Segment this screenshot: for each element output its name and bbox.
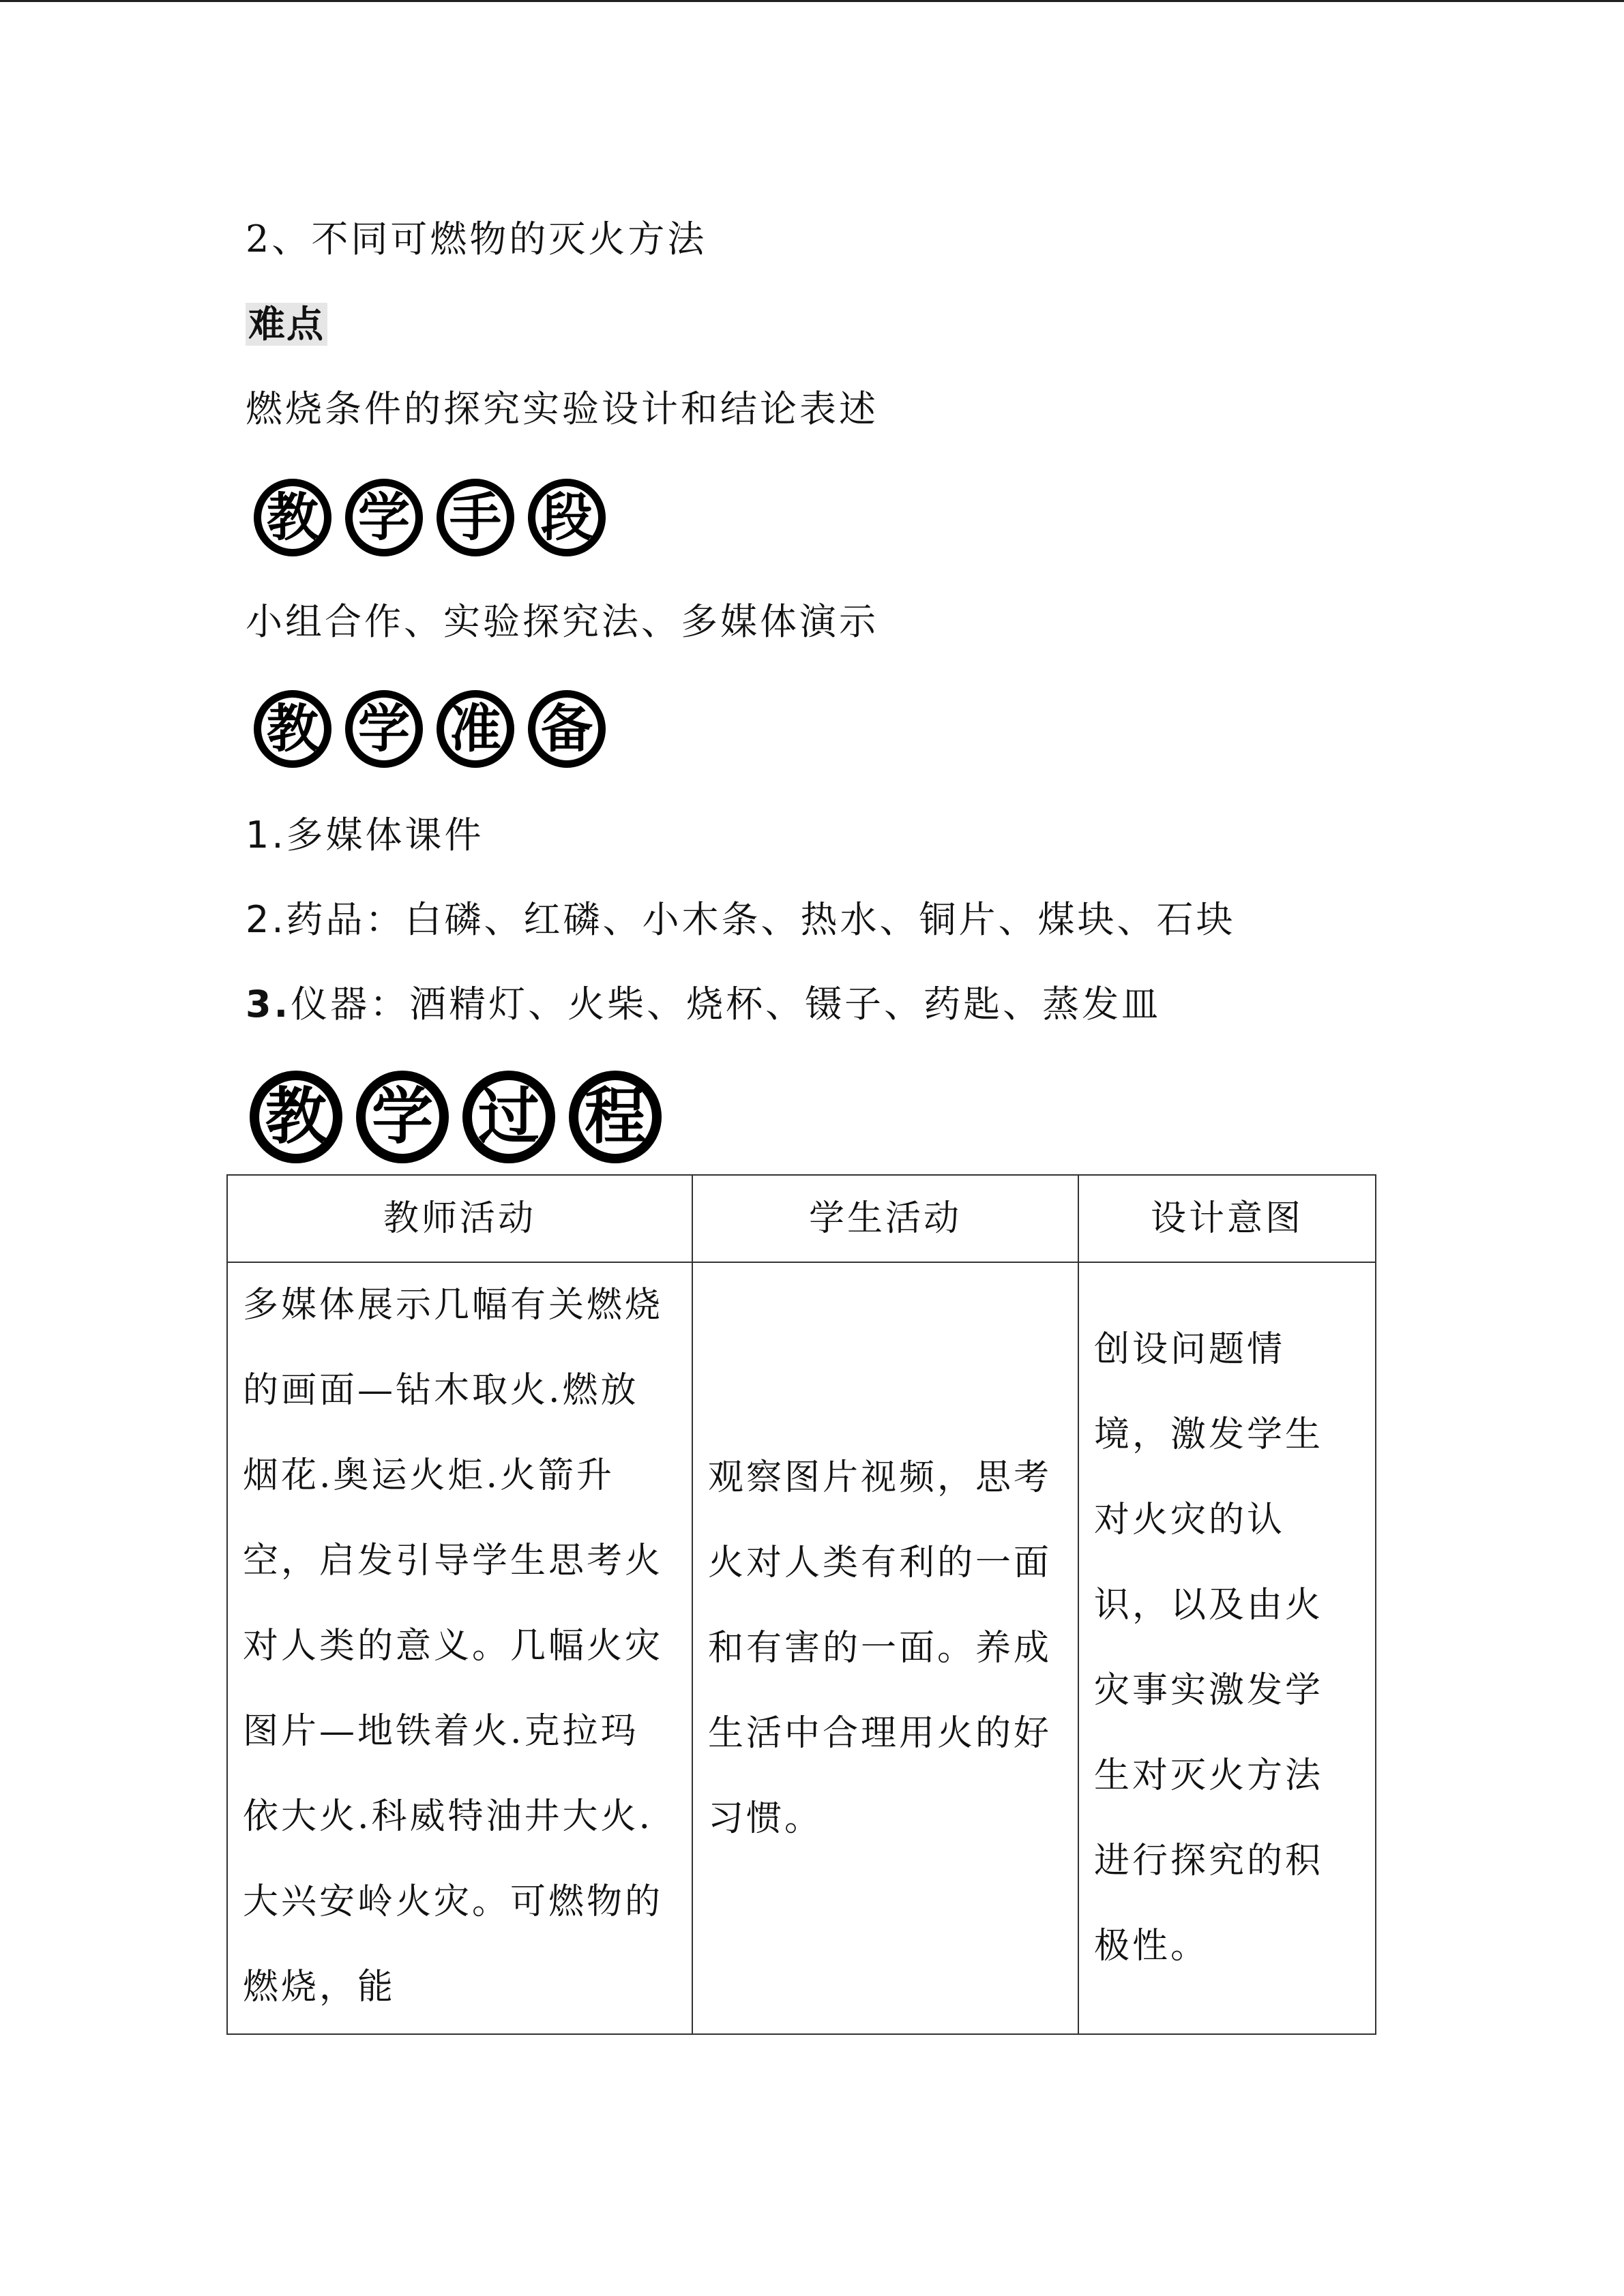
heading-char-circle: 过 [462, 1071, 555, 1163]
preparation-item-2: 2.药品：白磷、红磷、小木条、热水、铜片、煤块、石块 [246, 898, 1236, 941]
teaching-means-heading [254, 479, 606, 556]
heading-char-circle: 备 [528, 690, 606, 768]
teaching-preparation-heading [254, 690, 606, 768]
column-header-teacher: 教师活动 [227, 1175, 692, 1262]
heading-char-circle: 教 [254, 479, 331, 556]
page-top-border [0, 0, 1624, 2]
teaching-process-heading [250, 1071, 662, 1163]
student-activity-cell: 观察图片视频，思考火对人类有利的一面和有害的一面。养成生活中合理用火的好习惯。 [692, 1262, 1078, 2034]
preparation-item-3: 3.仪器：酒精灯、火柴、烧杯、镊子、药匙、蒸发皿 [246, 983, 1162, 1026]
difficulty-label-line [246, 301, 327, 348]
teaching-means-text: 小组合作、实验探究法、多媒体演示 [246, 600, 879, 643]
teaching-process-table [226, 1174, 1376, 2035]
heading-char-circle: 教 [250, 1071, 342, 1163]
difficulty-label: 难点 [246, 303, 327, 346]
heading-char-circle: 学 [345, 690, 423, 768]
column-header-intent: 设计意图 [1078, 1175, 1376, 1262]
key-point-item-2: 2、不同可燃物的灭火方法 [246, 218, 707, 260]
column-header-student: 学生活动 [692, 1175, 1078, 1262]
table-header-row [227, 1175, 1376, 1262]
heading-char-circle: 学 [356, 1071, 449, 1163]
teacher-activity-cell: 多媒体展示几幅有关燃烧的画面—钻木取火.燃放烟花.奥运火炬.火箭升空，启发引导学生思考火对人类的意义。几幅火灾图片—地铁着火.克拉玛依大火.科威特油井大火.大兴安岭火灾。可燃物的燃烧，能 [227, 1262, 692, 2034]
heading-char-circle: 段 [528, 479, 606, 556]
preparation-item-1: 1.多媒体课件 [246, 814, 484, 856]
difficulty-text: 燃烧条件的探究实验设计和结论表述 [246, 387, 879, 430]
heading-char-circle: 教 [254, 690, 331, 768]
heading-char-circle: 程 [569, 1071, 662, 1163]
design-intent-cell: 创设问题情境，激发学生对火灾的认识，以及由火灾事实激发学生对灭火方法进行探究的积极性。 [1078, 1262, 1376, 2034]
heading-char-circle: 准 [437, 690, 514, 768]
heading-char-circle: 学 [345, 479, 423, 556]
table-row [227, 1262, 1376, 2034]
heading-char-circle: 手 [437, 479, 514, 556]
